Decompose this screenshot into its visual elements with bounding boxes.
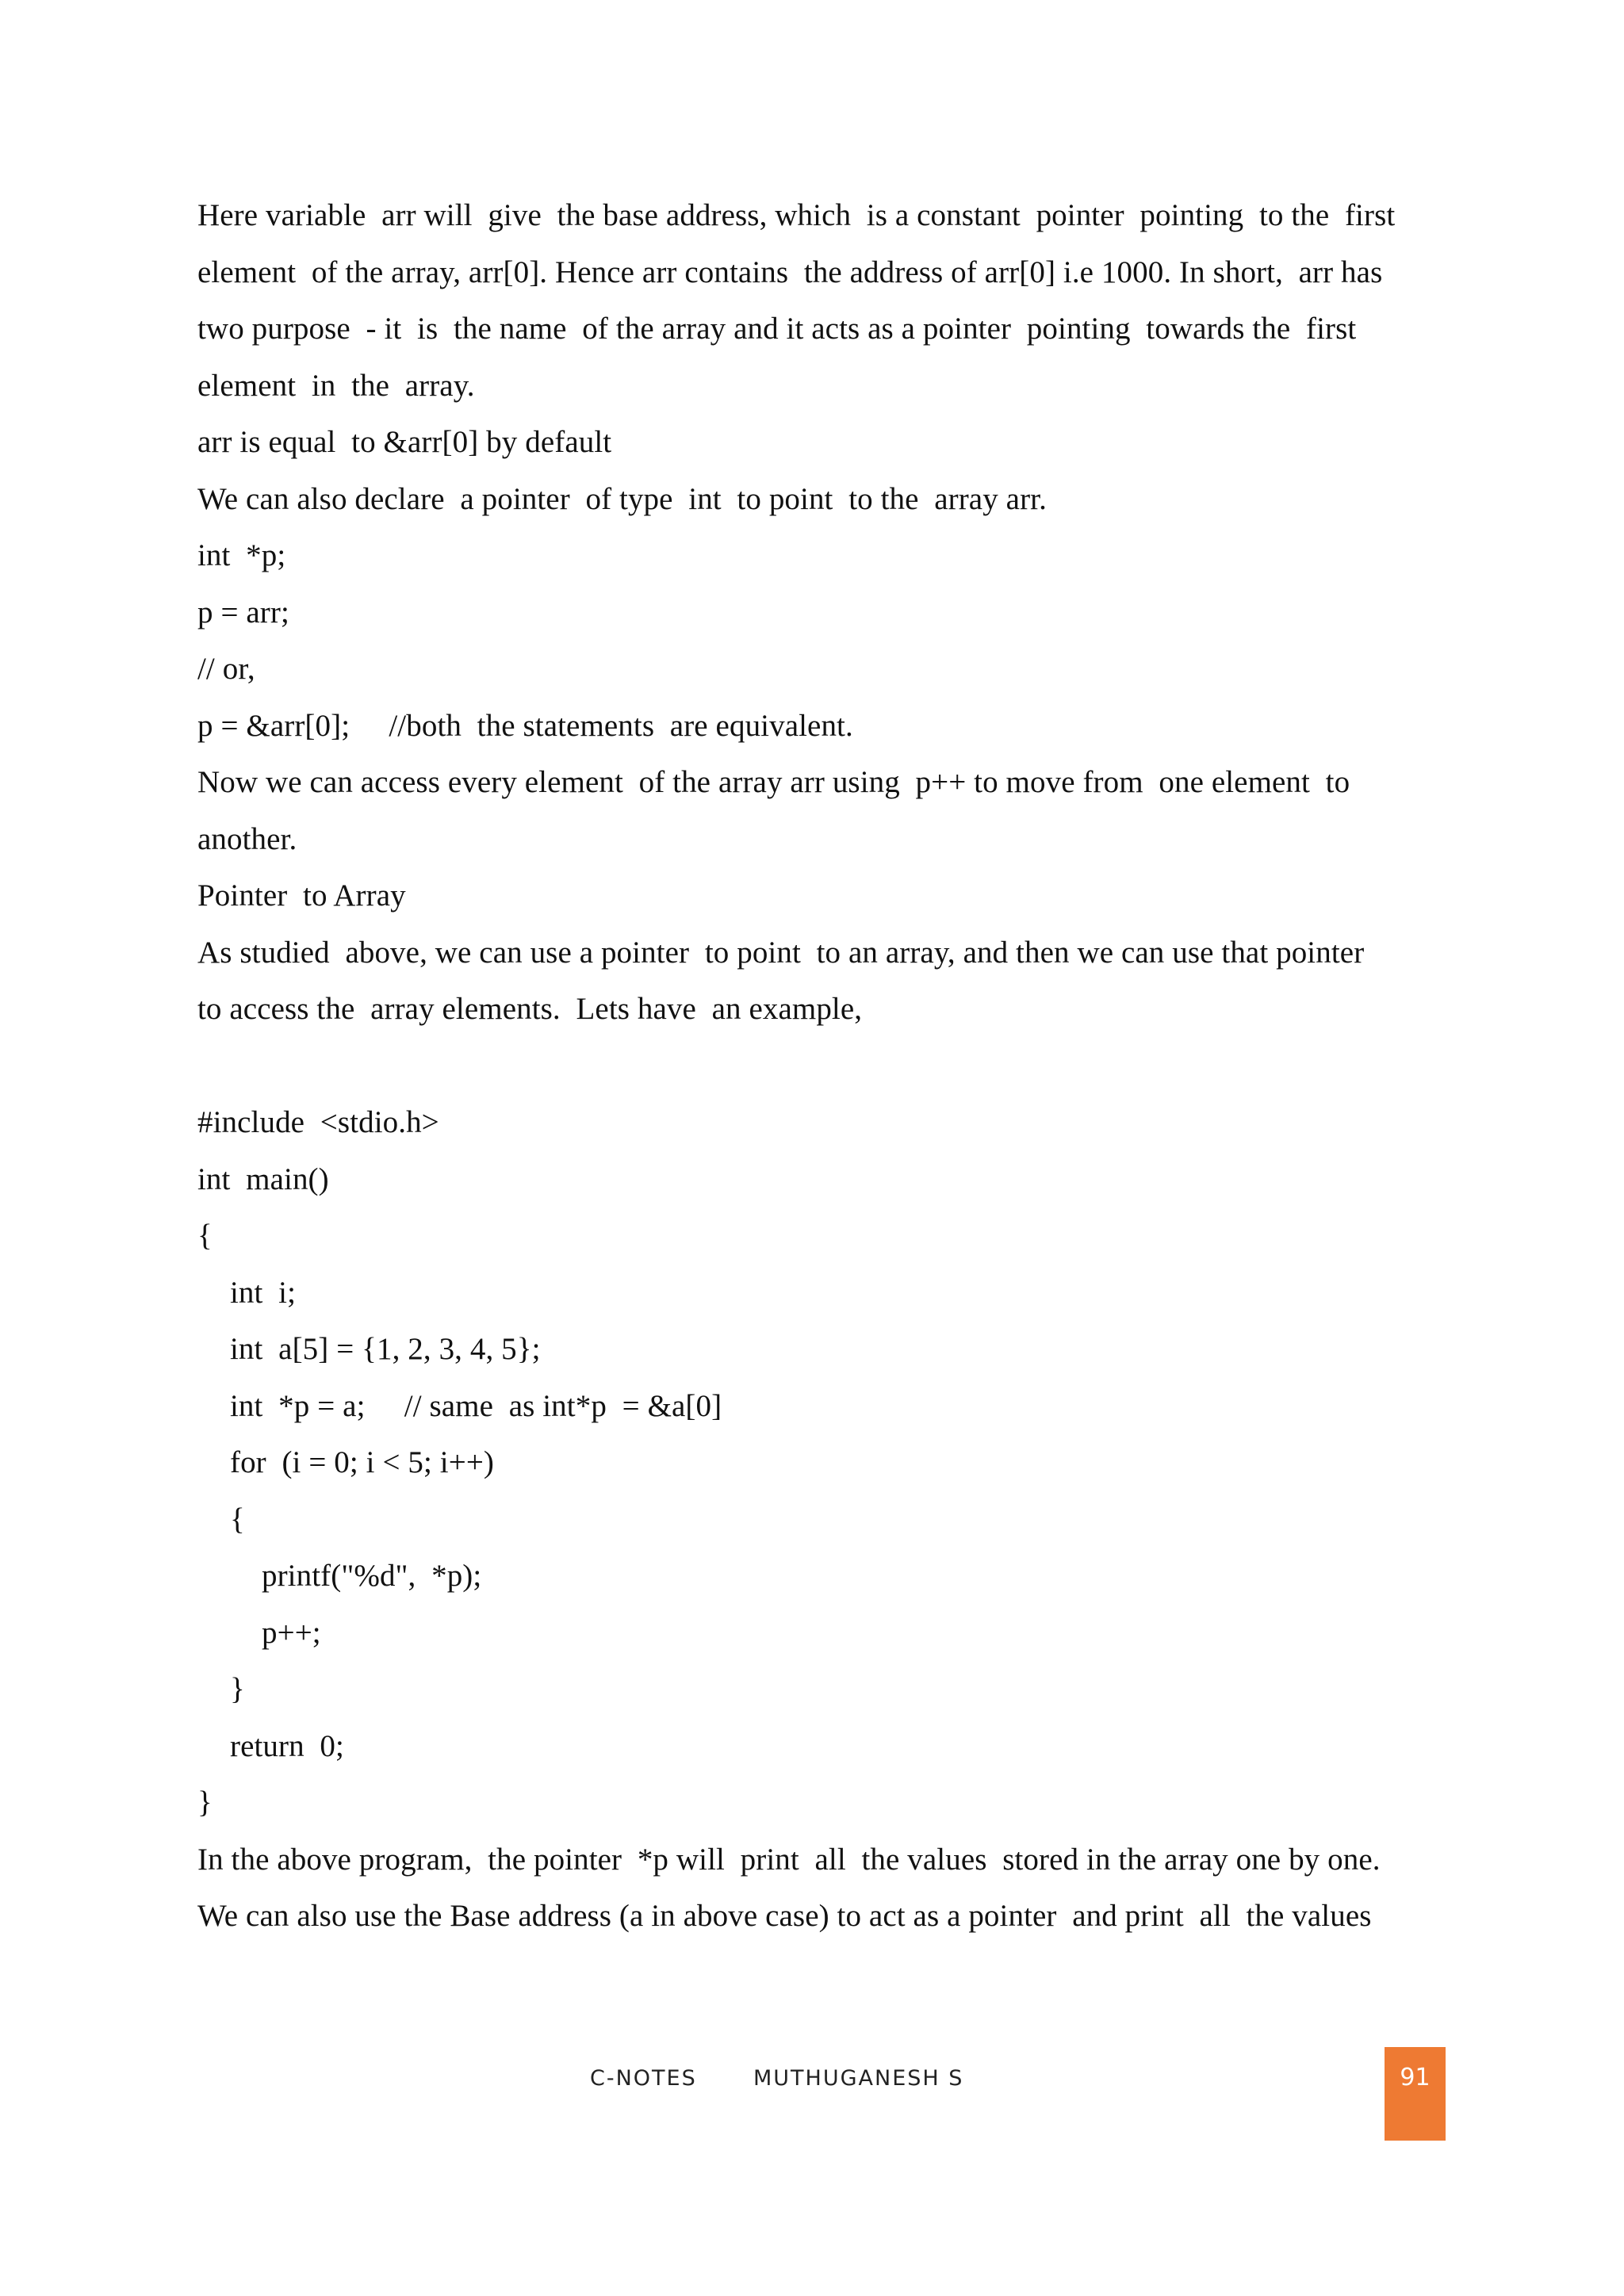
text-line: to access the array elements. Lets have an example, bbox=[197, 992, 863, 1026]
blank-line bbox=[197, 1038, 1434, 1095]
footer-author: MUTHUGANESH S bbox=[753, 2066, 964, 2091]
text-line: In the above program, the pointer *p will print all the values stored in the array one by one. bbox=[197, 1842, 1381, 1877]
code-line: int a[5] = {1, 2, 3, 4, 5}; bbox=[230, 1332, 541, 1366]
code-line: { bbox=[230, 1502, 245, 1536]
code-line: printf("%d", *p); bbox=[262, 1559, 482, 1593]
text-line: Here variable arr will give the base address, which is a constant pointer pointing to the first bbox=[197, 198, 1396, 232]
page-body bbox=[197, 187, 1434, 1945]
page-number: 91 bbox=[1400, 2064, 1431, 2091]
page-number-badge bbox=[1385, 2047, 1446, 2141]
page-footer bbox=[0, 2047, 1624, 2142]
code-line: for (i = 0; i < 5; i++) bbox=[230, 1445, 495, 1479]
code-line: #include <stdio.h> bbox=[197, 1105, 439, 1139]
code-line: p++; bbox=[262, 1615, 321, 1650]
code-line: // or, bbox=[197, 652, 255, 686]
text-line: another. bbox=[197, 821, 297, 856]
code-line: p = arr; bbox=[197, 595, 289, 629]
text-line: We can also declare a pointer of type int to point to the array arr. bbox=[197, 481, 1047, 516]
code-line: int main() bbox=[197, 1161, 329, 1196]
code-line: return 0; bbox=[230, 1728, 344, 1763]
footer-book-title: C-NOTES bbox=[590, 2066, 697, 2091]
text-line: Now we can access every element of the array arr using p++ to move from one element to bbox=[197, 765, 1350, 799]
section-heading: Pointer to Array bbox=[197, 878, 406, 913]
text-line: element in the array. bbox=[197, 368, 475, 403]
code-line: p = &arr[0]; //both the statements are equivalent. bbox=[197, 708, 853, 743]
text-line: We can also use the Base address (a in above case) to act as a pointer and print all the values bbox=[197, 1899, 1372, 1933]
text-line: element of the array, arr[0]. Hence arr contains the address of arr[0] i.e 1000. In short, arr has bbox=[197, 254, 1383, 289]
code-line: int i; bbox=[230, 1275, 297, 1310]
code-line: int *p = a; // same as int*p = &a[0] bbox=[230, 1388, 722, 1423]
code-line: } bbox=[197, 1785, 213, 1820]
text-line: As studied above, we can use a pointer to point to an array, and then we can use that pointer bbox=[197, 935, 1365, 970]
code-line: { bbox=[197, 1219, 213, 1253]
code-line: int *p; bbox=[197, 538, 286, 572]
code-line: } bbox=[230, 1672, 245, 1706]
text-line: two purpose - it is the name of the array and it acts as a pointer pointing towards the first bbox=[197, 312, 1357, 346]
text-line: arr is equal to &arr[0] by default bbox=[197, 425, 612, 459]
